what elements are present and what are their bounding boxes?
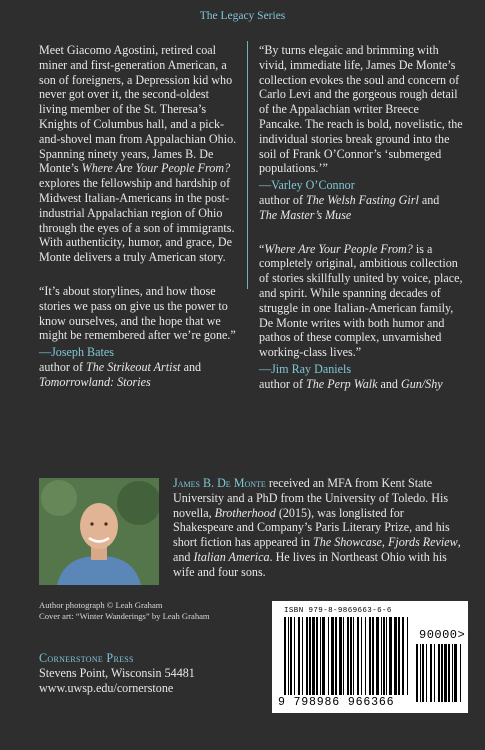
publisher-name: Cornerstone Press	[39, 651, 134, 665]
oconnor-attribution: —Varley O’Connor	[259, 178, 355, 193]
left-column	[39, 43, 239, 390]
publisher-url: www.uwsp.edu/cornerstone	[39, 681, 174, 695]
author-portrait-icon	[39, 478, 159, 585]
book-blurb: Meet Giacomo Agostini, retired coal miner and first-generation American, a son of foreigners, a Depression kid who never got over it, the second-oldest living member of the St. Theresa’s Knights of Columbus hall, and a pick-and-shovel man from Appalachian Ohio. Spanning ninety years, James B. De Monte’s Where Are Your People From? explores the fellowship and hardship of Midwest Italian-Americans in the post-industrial Appalachian region of Ohio through the eyes of a son of immigrants. With authenticity, humor, and grace, De Monte delivers a truly American story.	[39, 43, 237, 265]
series-title: The Legacy Series	[199, 10, 286, 22]
daniels-quote: “Where Are Your People From? is a completely original, ambitious collection of stories skillfully united by voice, place, and spirit. While spanning decades of struggle in one Italian-American family, De Monte writes with both humor and pathos of these complex, unvarnished working-class lives.”	[259, 241, 463, 360]
price-code: 90000>	[419, 628, 466, 642]
daniels-works: author of The Perp Walk and Gun/Shy	[259, 376, 443, 391]
bates-quote: “It’s about storylines, and how those stories we pass on give us the power to know ourselves, and the hope that we might be remembered after we’re gone.”	[39, 283, 236, 343]
right-column	[259, 43, 464, 392]
bates-works: author of The Strikeout Artist and Tomorrowland: Stories	[39, 359, 202, 389]
barcode-bars-main	[284, 617, 408, 695]
cover-credit: Cover art: “Winter Wanderings” by Leah Graham	[39, 611, 210, 621]
barcode-bars-addon	[416, 644, 462, 702]
publisher-city: Stevens Point, Wisconsin 54481	[39, 666, 195, 680]
column-divider	[247, 41, 248, 289]
author-name: James B. De Monte	[173, 476, 266, 490]
daniels-attribution: —Jim Ray Daniels	[259, 361, 352, 376]
author-photo	[39, 478, 159, 585]
oconnor-quote: “By turns elegaic and brimming with vivid, immediate life, James De Monte’s collection evokes the soul and concern of Carlo Levi and the gorgeous rough detail of the Appalachian writer Breece Pancake. The reach is bold, novelistic, the individual stories break ground into the soil of Frank O’Connor’s ‘submerged populations.’”	[259, 43, 463, 176]
isbn-text: ISBN 979-8-9869663-6-6	[284, 607, 392, 615]
oconnor-works: author of The Welsh Fasting Girl and The Master’s Muse	[259, 192, 440, 222]
isbn-barcode	[272, 601, 468, 713]
bio-text: received an MFA from Kent State University and a PhD from the University of Toledo. His novella, Brotherhood (2015), was longlisted for Shakespeare and Company’s Paris Literary Prize, and his short fiction has appeared in The Showcase, Fjords Review, and Italian America. He lives in Northeast Ohio with his wife and four sons.	[173, 476, 461, 579]
credits	[39, 600, 210, 622]
publisher-block	[39, 651, 195, 696]
bates-attribution: —Joseph Bates	[39, 345, 114, 360]
author-bio	[173, 476, 467, 580]
barcode-digits: 9 798986 966366	[278, 696, 395, 709]
photo-credit: Author photograph © Leah Graham	[39, 600, 163, 610]
